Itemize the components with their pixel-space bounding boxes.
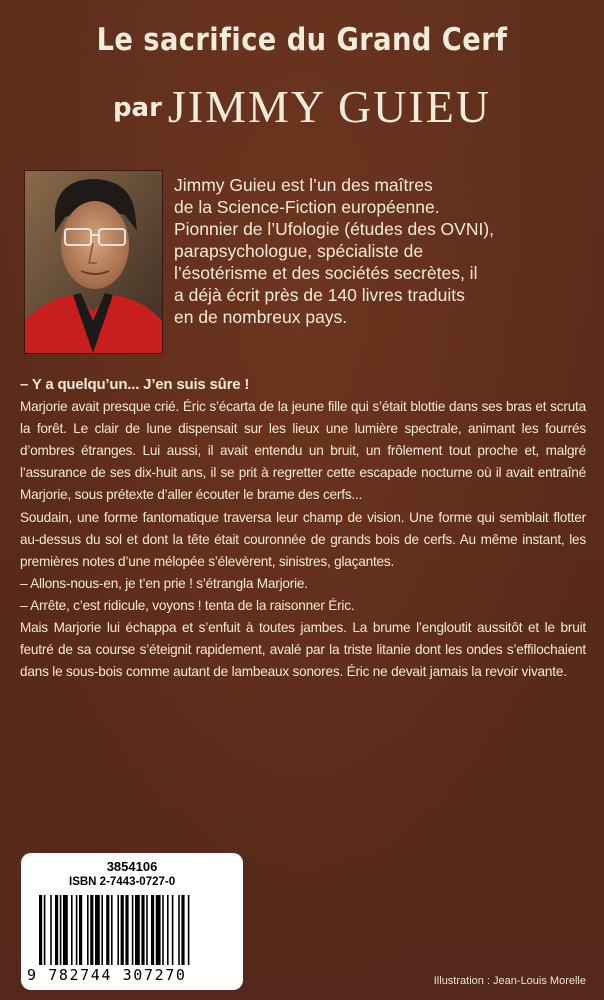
- author-prefix: par: [112, 93, 162, 123]
- barcode-bar: [125, 895, 128, 965]
- barcode-bar: [71, 895, 73, 965]
- barcode-bar: [76, 895, 78, 965]
- barcode-bar: [132, 895, 134, 965]
- barcode-bar: [188, 895, 190, 965]
- barcode-bar: [60, 895, 62, 965]
- barcode-bar: [79, 895, 82, 965]
- bio-line: Pionnier de l’Ufologie (études des OVNI),: [174, 219, 495, 239]
- barcode-bar: [135, 895, 140, 965]
- barcode-bar: [90, 895, 93, 965]
- barcode-box: [21, 853, 243, 990]
- author-line: [0, 80, 604, 133]
- author-portrait: [24, 170, 163, 354]
- author-bio: [174, 174, 594, 328]
- barcode-bar: [39, 895, 42, 965]
- barcode-bar: [181, 895, 184, 965]
- bio-line: l’ésotérisme et des sociétés secrètes, il: [174, 263, 478, 283]
- barcode-bar: [121, 895, 124, 965]
- story-paragraph: – Arrête, c’est ridicule, voyons ! tenta de la raisonner Éric.: [20, 597, 355, 613]
- story-paragraph: Soudain, une forme fantomatique traversa leur champ de vision. Une forme qui semblait flotter au-dessus du sol et dont la tête était couronnée de grands bois de cerfs. Au même instant, les premières notes d’une mélopée s’élevèrent, sinistres, glaçantes.: [20, 509, 586, 569]
- book-title: Le sacrifice du Grand Cerf: [96, 22, 508, 58]
- barcode-bar: [111, 895, 113, 965]
- author-portrait-icon: [25, 171, 162, 353]
- barcode-bar: [167, 895, 169, 965]
- barcode-digits: 9 782744 307270: [27, 966, 187, 984]
- story-excerpt: [20, 374, 586, 683]
- barcode-bar: [55, 895, 58, 965]
- story-paragraph: Marjorie avait presque crié. Éric s’écarta de la jeune fille qui s’était blottie dans ses bras et scruta la forêt. Le clair de lune dispensait sur les lieux une lumière spectrale, animant les fourrés d’ombres étranges. Lui aussi, il avait entendu un bruit, un frôlement tout proche et, malgré l’assurance de ses dix-huit ans, il se prit à regretter cette escapade nocturne où il avait entraîné Marjorie, sous prétexte d’aller écouter le brame des cerfs...: [20, 399, 586, 503]
- barcode-bar: [146, 895, 148, 965]
- product-code: 3854106: [106, 859, 158, 874]
- barcode-bar: [162, 895, 164, 965]
- barcode-icon: [39, 895, 229, 965]
- barcode-bar: [172, 895, 174, 965]
- barcode-bar: [178, 895, 180, 965]
- barcode-bar: [95, 895, 100, 965]
- bio-line: de la Science-Fiction européenne.: [174, 197, 440, 217]
- barcode-bar: [87, 895, 89, 965]
- barcode-bar: [50, 895, 52, 965]
- barcode-bar: [106, 895, 109, 965]
- bio-line: parapsychologue, spécialiste de: [174, 241, 424, 261]
- bio-line: a déjà écrit près de 140 livres traduits: [174, 285, 465, 305]
- barcode-bar: [101, 895, 103, 965]
- story-paragraph: Mais Marjorie lui échappa et s’enfuit à toutes jambes. La brume l’engloutit aussitôt et le bruit feutré de sa course s’éteignit rapidement, avalé par la triste litanie dont les ondes s’effilochaient dans le sous-bois comme autant de lambeaux sonores. Éric ne devait jamais la revoir vivante.: [20, 620, 586, 680]
- bio-line: Jimmy Guieu est l’un des maîtres: [174, 175, 433, 195]
- story-paragraph: – Allons-nous-en, je t’en prie ! s’étrangla Marjorie.: [20, 575, 308, 591]
- barcode-bar: [63, 895, 68, 965]
- bio-line: en de nombreux pays.: [174, 307, 348, 327]
- barcode-bar: [156, 895, 161, 965]
- illustration-credit: Illustration : Jean-Louis Morelle: [433, 975, 586, 987]
- author-name: JIMMY GUIEU: [167, 81, 492, 132]
- barcode-bar: [141, 895, 144, 965]
- isbn: ISBN 2-7443-0727-0: [69, 876, 176, 888]
- barcode-bar: [44, 895, 46, 965]
- barcode-bar: [151, 895, 154, 965]
- story-paragraph: – Y a quelqu’un... J’en suis sûre !: [20, 376, 250, 393]
- barcode-bar: [117, 895, 119, 965]
